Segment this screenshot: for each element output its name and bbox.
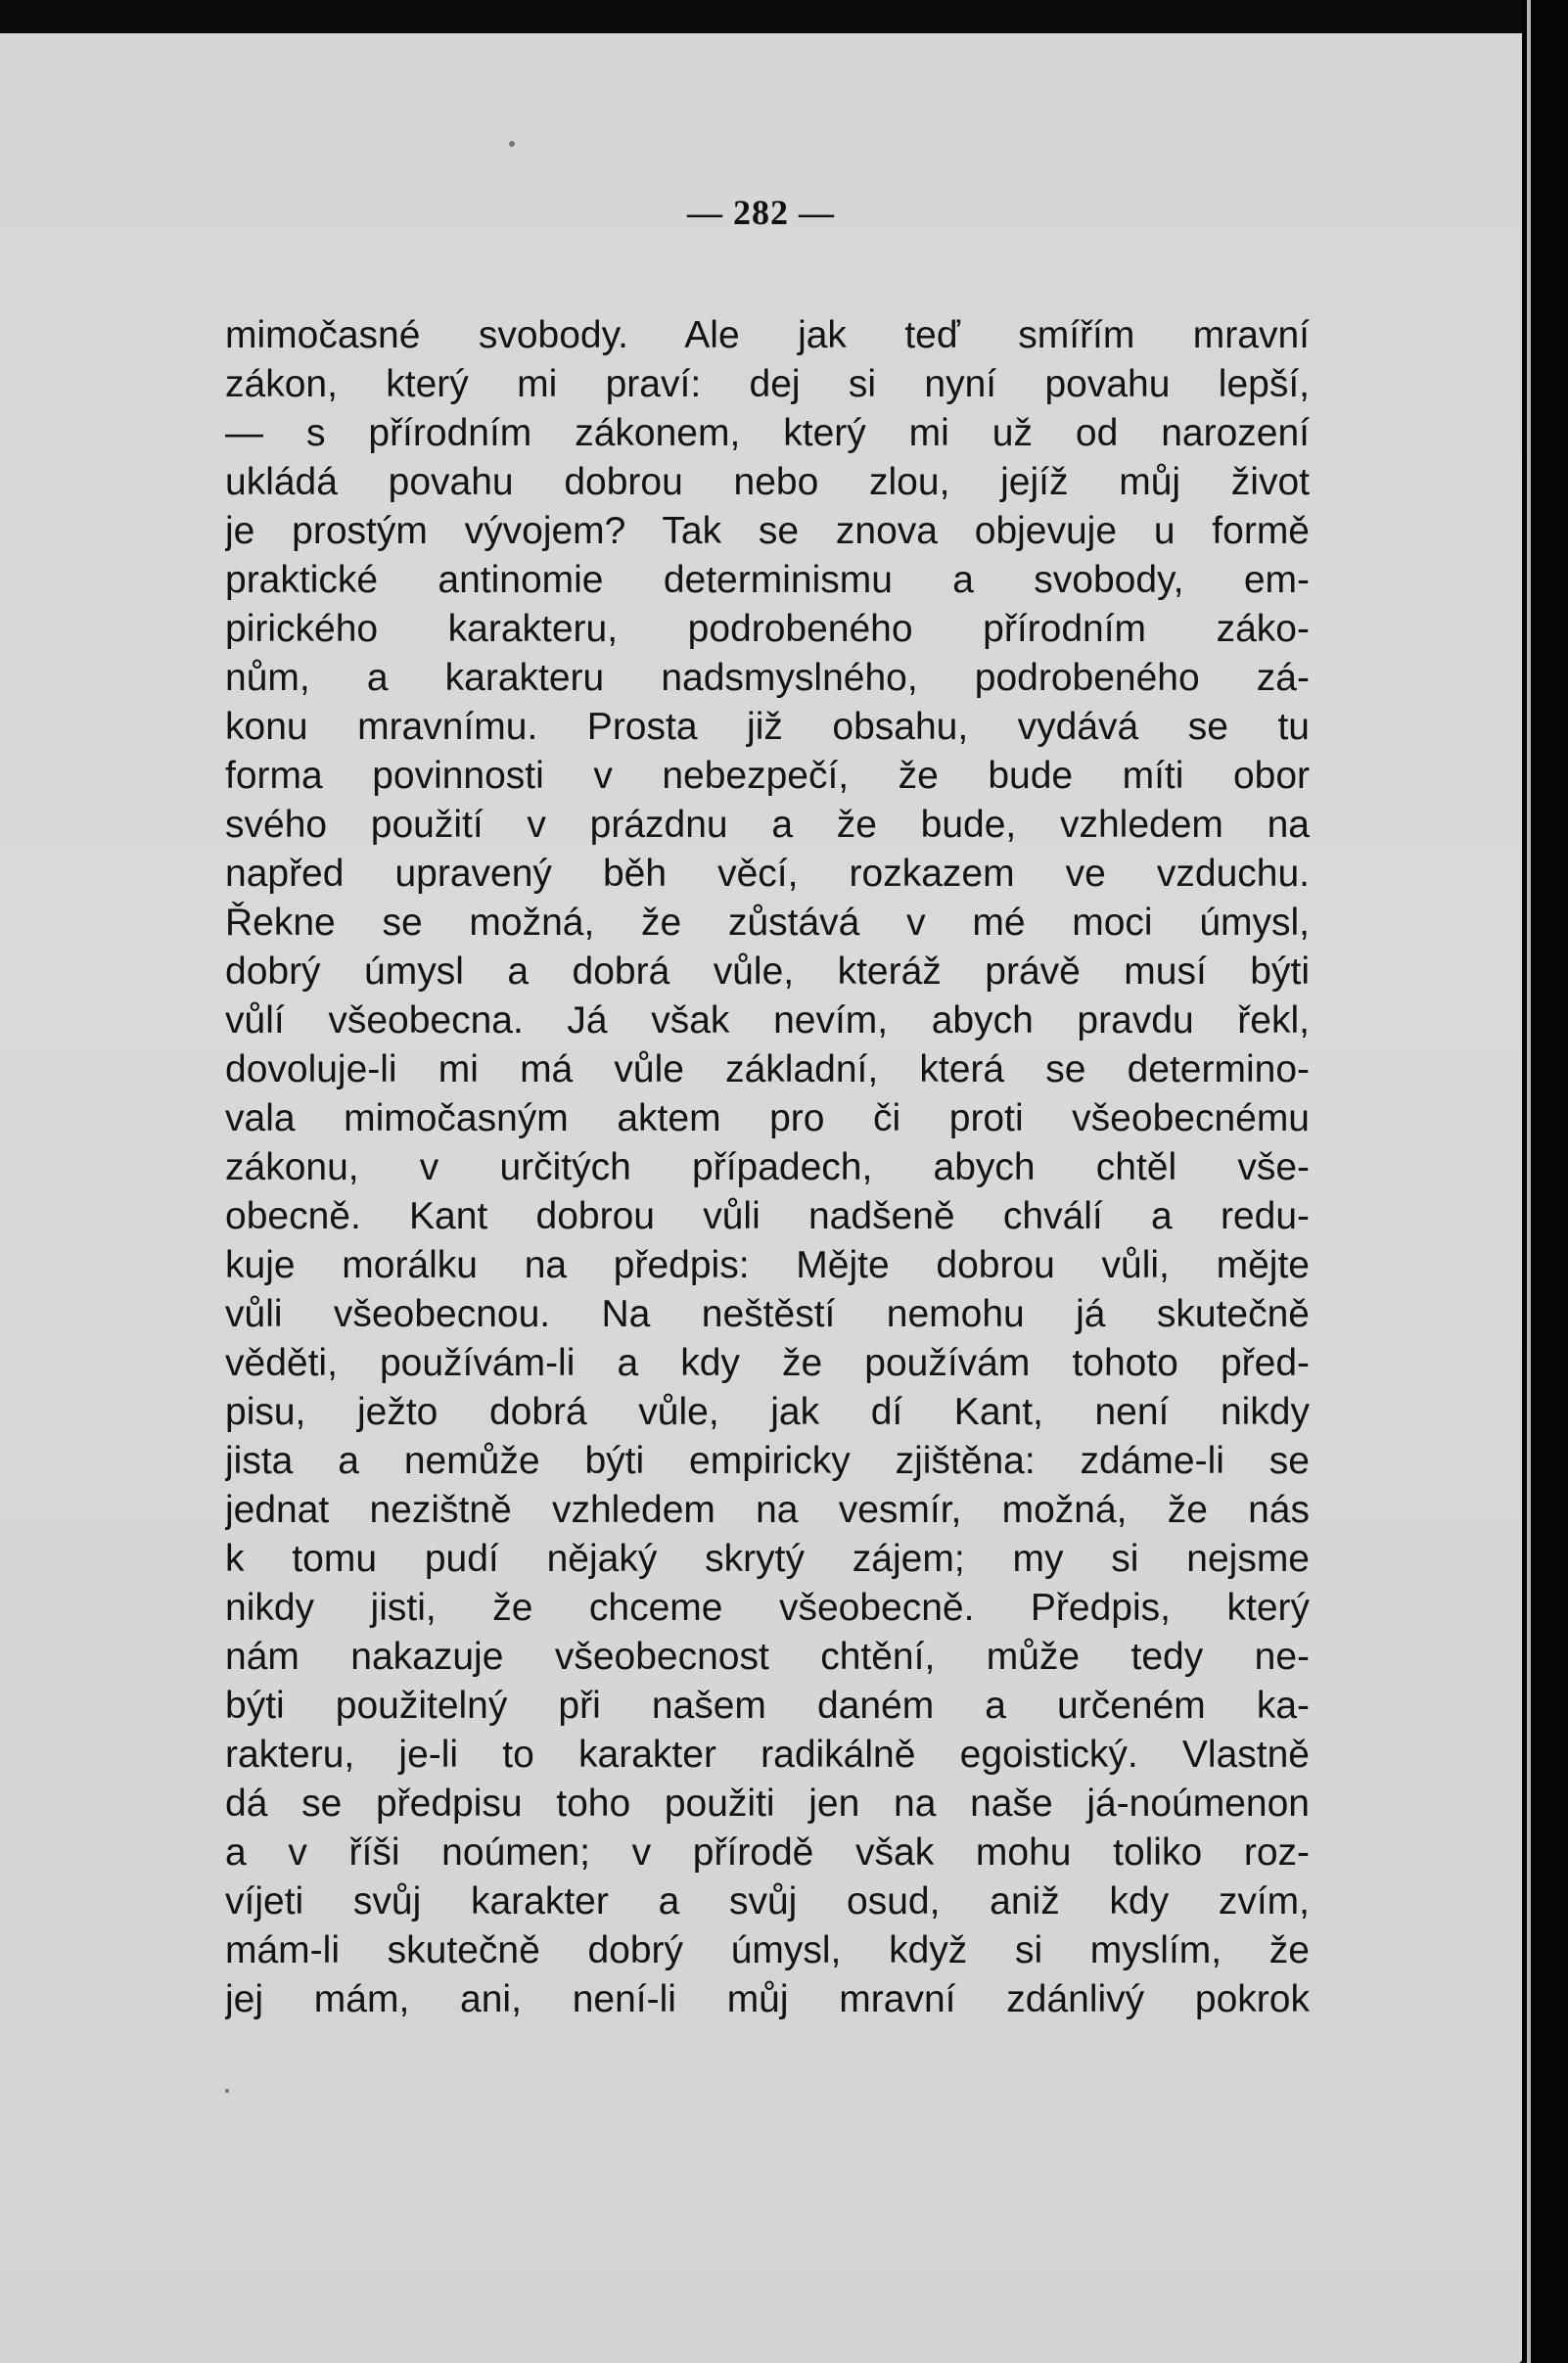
text-line: jej mám, ani, není-li můj mravní zdánlivý pokrok (225, 1978, 1310, 2020)
text-line: a v říši noúmen; v přírodě však mohu toliko roz- (225, 1831, 1310, 1874)
text-line: zákonu, v určitých případech, abych chtěl vše- (225, 1146, 1310, 1188)
text-line: zákon, který mi praví: dej si nyní povahu lepší, (225, 363, 1310, 405)
text-line: je prostým vývojem? Tak se znova objevuje u formě (225, 510, 1310, 552)
text-line: Řekne se možná, že zůstává v mé moci úmysl, (225, 902, 1310, 944)
text-line: konu mravnímu. Prosta již obsahu, vydává se tu (225, 706, 1310, 748)
text-line: svého použití v prázdnu a že bude, vzhledem na (225, 804, 1310, 846)
text-line: jednat nezištně vzhledem na vesmír, možná, že nás (225, 1489, 1310, 1531)
text-line: býti použitelný při našem daném a určeném ka- (225, 1685, 1310, 1727)
text-line: dobrý úmysl a dobrá vůle, kteráž právě musí býti (225, 950, 1310, 993)
text-line: vala mimočasným aktem pro či proti všeobecnému (225, 1097, 1310, 1139)
text-line: víjeti svůj karakter a svůj osud, aniž kdy zvím, (225, 1880, 1310, 1923)
text-line: mimočasné svobody. Ale jak teď smířím mravní (225, 314, 1310, 356)
text-line: praktické antinomie determinismu a svobody, em- (225, 559, 1310, 601)
text-line: vůli všeobecnou. Na neštěstí nemohu já skutečně (225, 1293, 1310, 1335)
text-line: dá se předpisu toho použiti jen na naše já-noúmenon (225, 1783, 1310, 1825)
text-line: nám nakazuje všeobecnost chtění, může tedy ne- (225, 1636, 1310, 1678)
text-line: nikdy jisti, že chceme všeobecně. Předpis, který (225, 1587, 1310, 1629)
text-line: vůlí všeobecna. Já však nevím, abych pravdu řekl, (225, 999, 1310, 1042)
text-line: nům, a karakteru nadsmyslného, podrobeného zá- (225, 657, 1310, 699)
text-line: rakteru, je-li to karakter radikálně egoistický. Vlastně (225, 1734, 1310, 1776)
text-line: pirického karakteru, podrobeného přírodním záko- (225, 608, 1310, 650)
text-line: dovoluje-li mi má vůle základní, která se determino- (225, 1048, 1310, 1090)
text-line: — s přírodním zákonem, který mi už od narození (225, 412, 1310, 454)
page-number: — 282 — (687, 193, 835, 232)
text-line: jista a nemůže býti empiricky zjištěna: zdáme-li se (225, 1440, 1310, 1482)
text-line: kuje morálku na předpis: Mějte dobrou vůli, mějte (225, 1244, 1310, 1286)
text-line: věděti, používám-li a kdy že používám tohoto před- (225, 1342, 1310, 1384)
dust-speck (509, 141, 515, 147)
page-edge-line (1527, 0, 1531, 2363)
dust-speck (225, 2089, 229, 2093)
text-line: forma povinnosti v nebezpečí, že bude míti obor (225, 755, 1310, 797)
text-line: obecně. Kant dobrou vůli nadšeně chválí a redu- (225, 1195, 1310, 1237)
text-line: pisu, ježto dobrá vůle, jak dí Kant, není nikdy (225, 1391, 1310, 1433)
text-line: mám-li skutečně dobrý úmysl, když si myslím, že (225, 1929, 1310, 1971)
text-line: napřed upravený běh věcí, rozkazem ve vzduchu. (225, 853, 1310, 895)
text-line: ukládá povahu dobrou nebo zlou, jejíž můj život (225, 461, 1310, 503)
body-text (225, 311, 1310, 2024)
text-line: k tomu pudí nějaký skrytý zájem; my si nejsme (225, 1538, 1310, 1580)
